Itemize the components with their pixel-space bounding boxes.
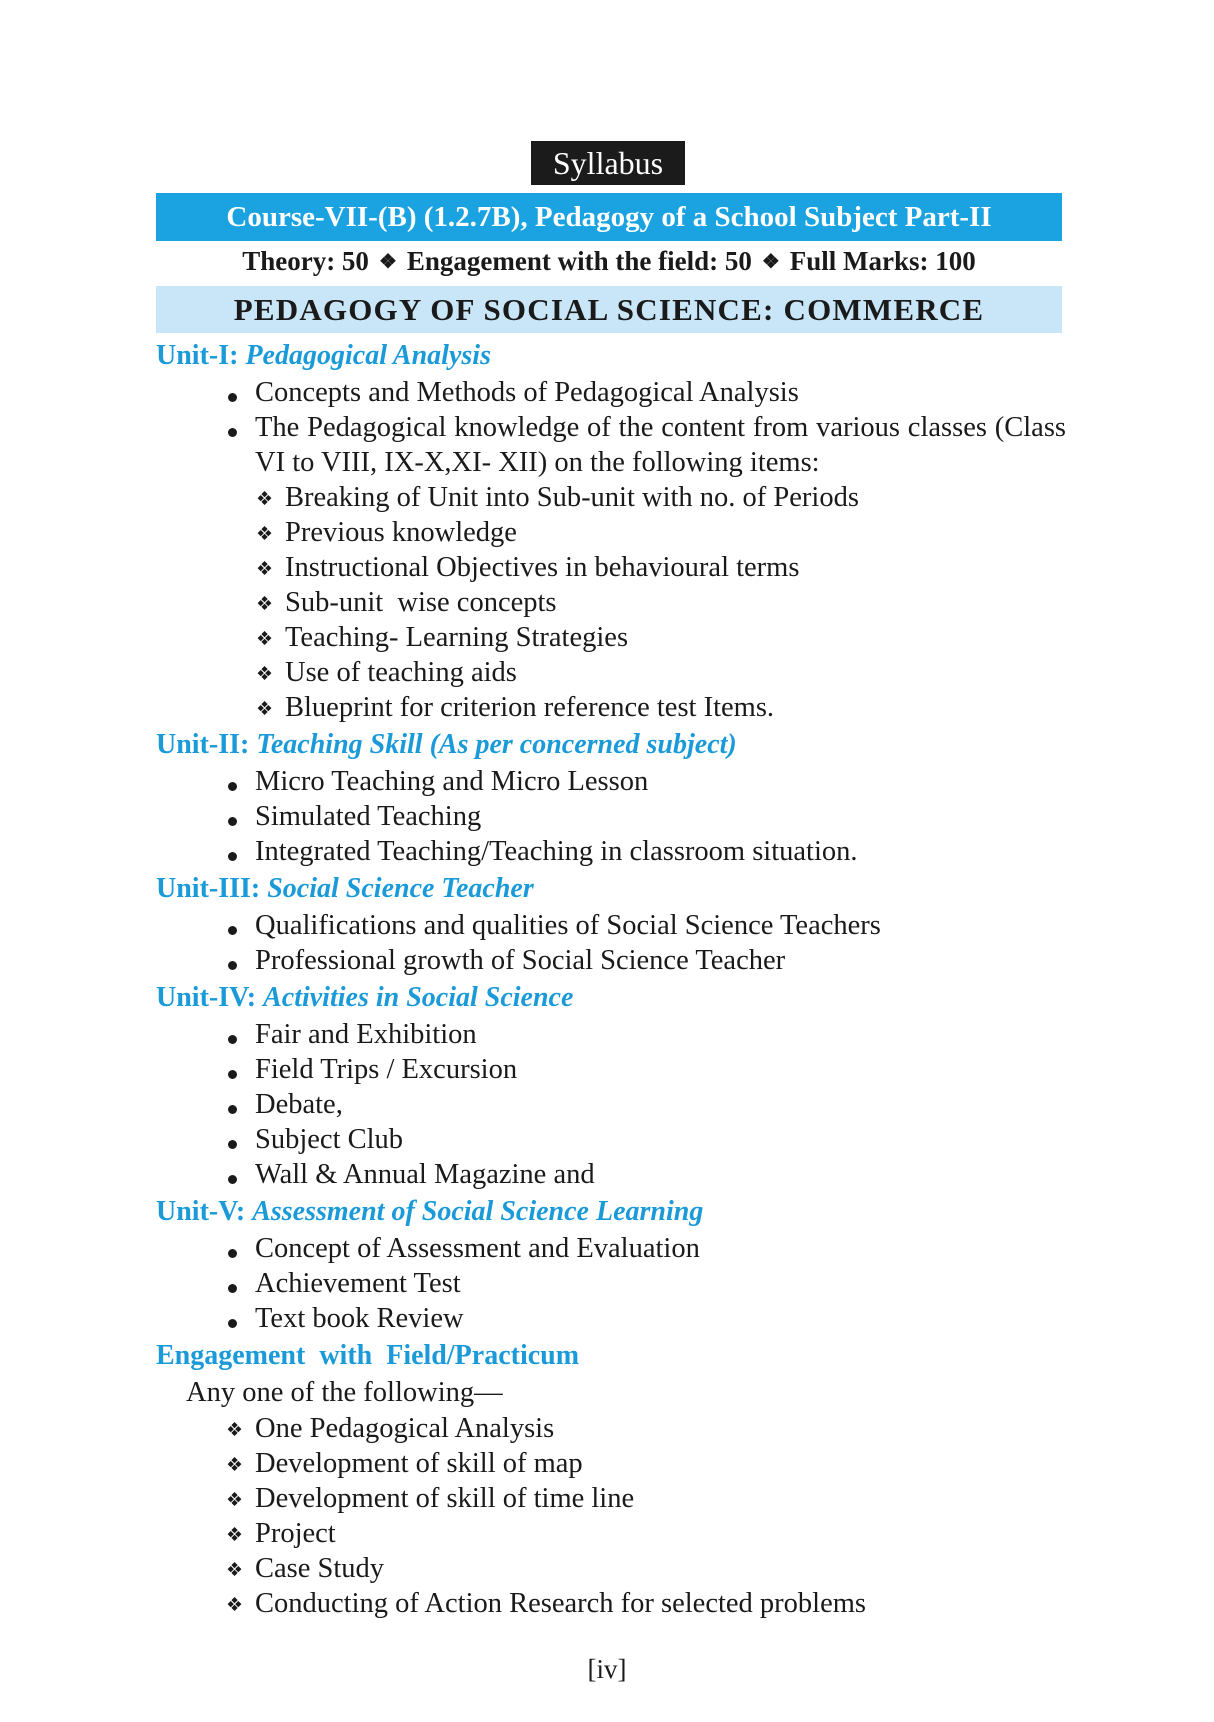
list-item: Wall & Annual Magazine and [156,1157,1066,1192]
sub-list-item: ❖ Instructional Objectives in behavioural terms [156,550,1066,585]
syllabus-content [156,336,1066,1621]
engagement-heading: Engagement with Field/Practicum [156,1340,580,1371]
list-item: ❖ Conducting of Action Research for selected problems [156,1586,1066,1621]
list-item: Integrated Teaching/Teaching in classroom situation. [156,834,1066,869]
unit-3-items [156,908,1066,978]
diamond-bullet-icon: ❖ [256,559,274,580]
list-item: Field Trips / Excursion [156,1052,1066,1087]
bullet-icon [228,393,237,402]
unit-2-items [156,764,1066,869]
sub-list-item: ❖ Sub-unit wise concepts [156,585,1066,620]
list-item: Subject Club [156,1122,1066,1157]
sub-list-item: ❖ Teaching- Learning Strategies [156,620,1066,655]
diamond-bullet-icon: ❖ [256,699,274,720]
unit-title: Assessment of Social Science Learning [252,1196,704,1227]
list-item: Concepts and Methods of Pedagogical Analysis [156,375,1066,410]
diamond-bullet-icon: ❖ [226,1560,244,1581]
unit-1-items [156,375,1066,725]
separator-icon: ❖ [761,251,780,273]
unit-1-heading [156,336,1066,375]
list-item: ❖ Development of skill of time line [156,1481,1066,1516]
unit-4-heading [156,978,1066,1017]
bullet-icon [228,1140,237,1149]
engagement-intro: Any one of the following— [186,1377,503,1408]
bullet-icon [228,1035,237,1044]
sub-list-item: ❖ Use of teaching aids [156,655,1066,690]
diamond-bullet-icon: ❖ [256,489,274,510]
diamond-bullet-icon: ❖ [226,1455,244,1476]
diamond-bullet-icon: ❖ [226,1595,244,1616]
bullet-icon [228,782,237,791]
unit-title: Pedagogical Analysis [245,340,491,371]
list-item: Micro Teaching and Micro Lesson [156,764,1066,799]
bullet-icon [228,961,237,970]
bullet-icon [228,1249,237,1258]
diamond-bullet-icon: ❖ [226,1420,244,1441]
list-item: ❖ Case Study [156,1551,1066,1586]
list-item: Fair and Exhibition [156,1017,1066,1052]
unit-title: Teaching Skill (As per concerned subject) [256,729,737,760]
bullet-icon [228,1319,237,1328]
list-item: Professional growth of Social Science Teacher [156,943,1066,978]
full-marks: Full Marks: 100 [789,246,976,276]
sub-list-item: ❖ Blueprint for criterion reference test Items. [156,690,1066,725]
bullet-icon [228,1070,237,1079]
diamond-bullet-icon: ❖ [226,1490,244,1511]
unit-label: Unit-IV: [156,982,257,1013]
bullet-icon [228,1175,237,1184]
diamond-bullet-icon: ❖ [256,664,274,685]
list-item: Simulated Teaching [156,799,1066,834]
unit-5-items [156,1231,1066,1336]
bullet-icon [228,428,237,437]
diamond-bullet-icon: ❖ [256,524,274,545]
list-item: ❖ Development of skill of map [156,1446,1066,1481]
list-item: Debate, [156,1087,1066,1122]
bullet-icon [228,852,237,861]
bullet-icon [228,1284,237,1293]
list-item: ❖ One Pedagogical Analysis [156,1411,1066,1446]
marks-line [156,244,1062,278]
unit-label: Unit-I: [156,340,239,371]
unit-title: Social Science Teacher [267,873,534,904]
course-title-bar: Course-VII-(B) (1.2.7B), Pedagogy of a School Subject Part-II [156,193,1062,241]
diamond-bullet-icon: ❖ [256,629,274,650]
unit-2-heading [156,725,1066,764]
sub-list-item: ❖ Breaking of Unit into Sub-unit with no. of Periods [156,480,1066,515]
theory-marks: Theory: 50 [242,246,369,276]
unit-3-heading [156,869,1066,908]
list-item: Qualifications and qualities of Social Science Teachers [156,908,1066,943]
subject-heading: PEDAGOGY OF SOCIAL SCIENCE: COMMERCE [156,286,1062,333]
unit-5-heading [156,1192,1066,1231]
engagement-marks: Engagement with the field: 50 [406,246,752,276]
diamond-bullet-icon: ❖ [256,594,274,615]
bullet-icon [228,817,237,826]
unit-title: Activities in Social Science [263,982,574,1013]
list-item: The Pedagogical knowledge of the content from various classes (Class VI to VIII, IX-X,XI- XII) on the following items: [156,410,1066,480]
unit-label: Unit-III: [156,873,261,904]
sub-list-item: ❖ Previous knowledge [156,515,1066,550]
syllabus-label: Syllabus [531,141,685,185]
list-item: ❖ Project [156,1516,1066,1551]
list-item: Text book Review [156,1301,1066,1336]
unit-label: Unit-V: [156,1196,246,1227]
diamond-bullet-icon: ❖ [226,1525,244,1546]
unit-4-items [156,1017,1066,1192]
bullet-icon [228,926,237,935]
engagement-items [156,1411,1066,1621]
page-number: [iv] [587,1654,627,1684]
bullet-icon [228,1105,237,1114]
separator-icon: ❖ [378,251,397,273]
list-item: Achievement Test [156,1266,1066,1301]
list-item: Concept of Assessment and Evaluation [156,1231,1066,1266]
unit-label: Unit-II: [156,729,250,760]
